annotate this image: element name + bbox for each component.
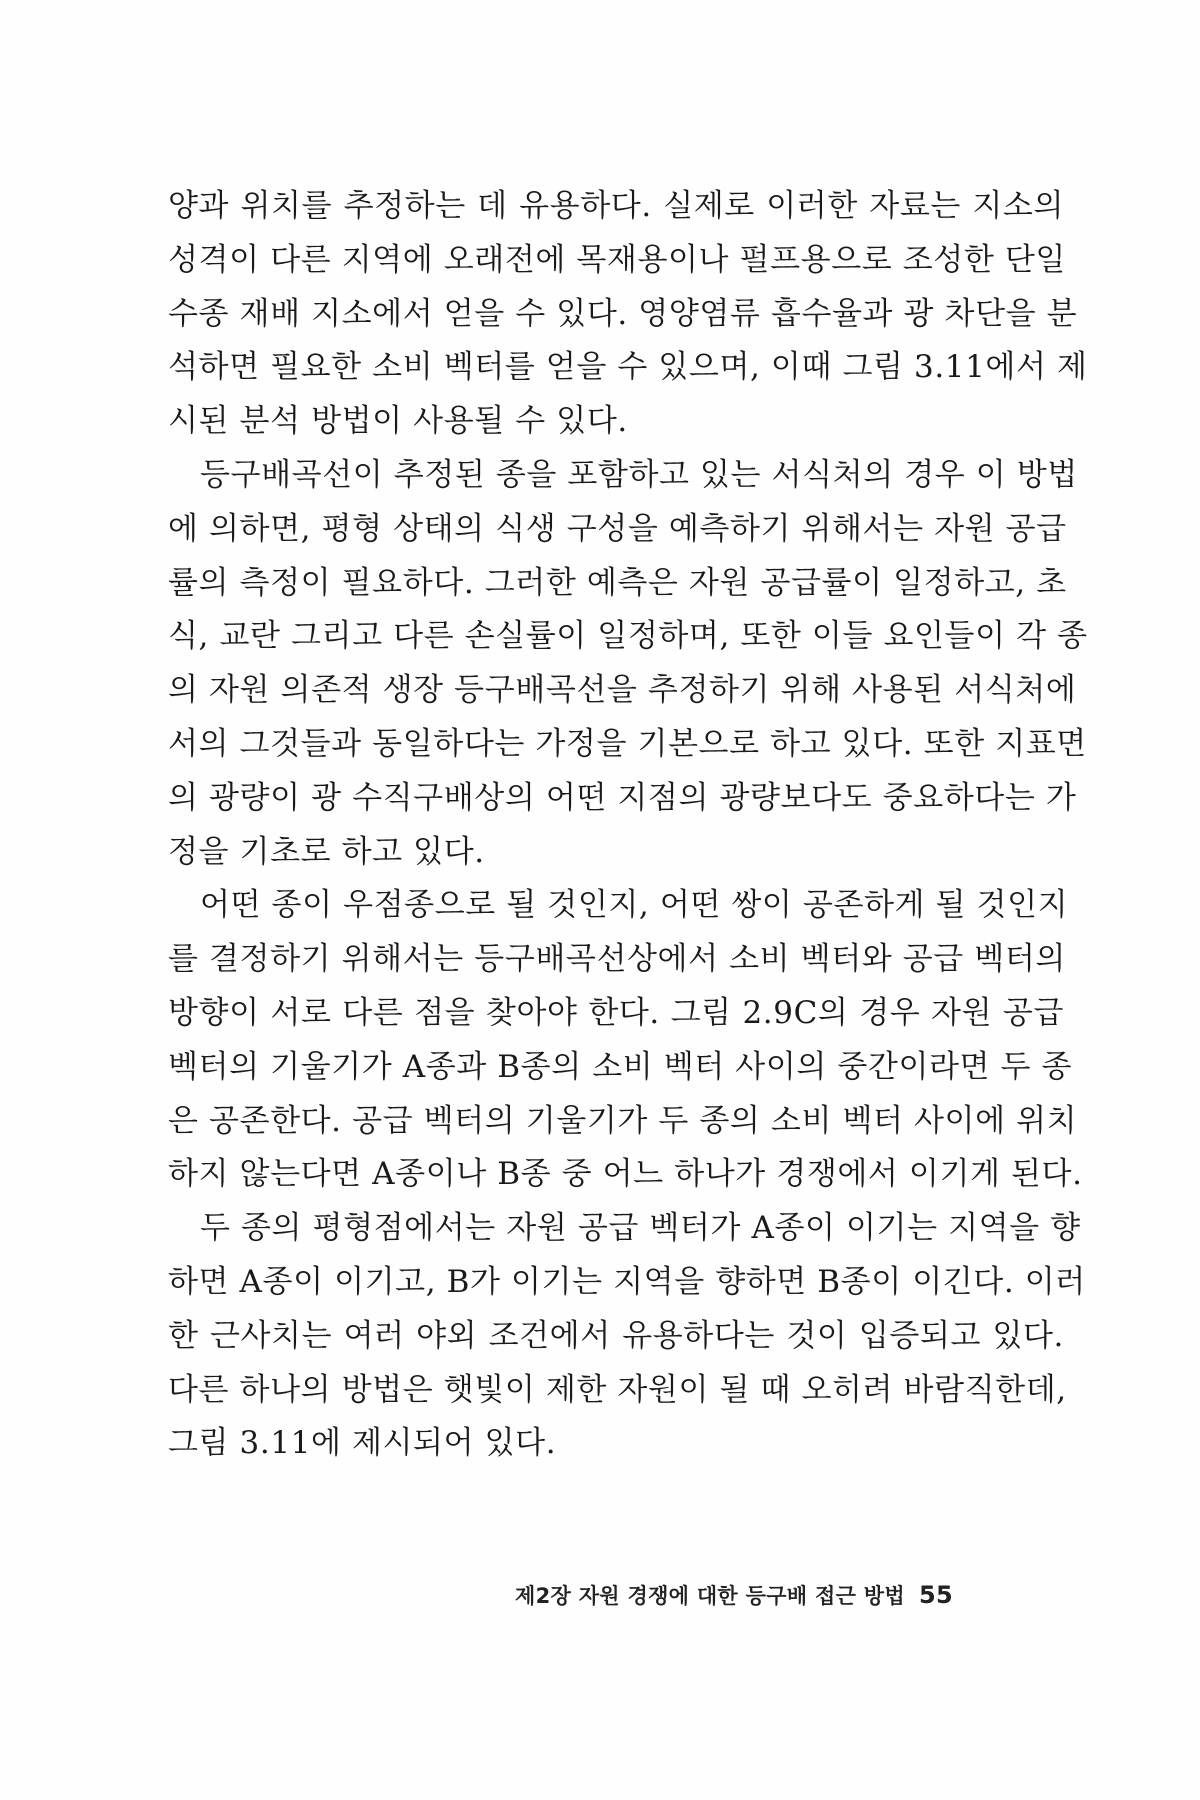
text-line: 방향이 서로 다른 점을 찾아야 한다. 그림 2.9C의 경우 자원 공급	[168, 994, 1064, 1031]
text-line: 벡터의 기울기가 A종과 B종의 소비 벡터 사이의 중간이라면 두 종	[168, 1048, 1073, 1085]
text-line: 석하면 필요한 소비 벡터를 얻을 수 있으며, 이때 그림 3.11에서 제	[168, 349, 1088, 386]
page-footer	[515, 1580, 1035, 1610]
page-number: 55	[918, 1581, 953, 1609]
text-line: 시된 분석 방법이 사용될 수 있다.	[168, 403, 628, 440]
text-line: 정을 기초로 하고 있다.	[168, 833, 485, 870]
running-head: 제2장 자원 경쟁에 대한 등구배 접근 방법	[515, 1584, 905, 1608]
text-line: 두 종의 평형점에서는 자원 공급 벡터가 A종이 이기는 지역을 향	[200, 1210, 1081, 1247]
text-line: 성격이 다른 지역에 오래전에 목재용이나 펄프용으로 조성한 단일	[168, 241, 1066, 278]
text-line: 의 자원 의존적 생장 등구배곡선을 추정하기 위해 사용된 서식처에	[168, 672, 1077, 709]
text-line: 양과 위치를 추정하는 데 유용하다. 실제로 이러한 자료는 지소의	[168, 188, 1064, 224]
text-line: 하면 A종이 이기고, B가 이기는 지역을 향하면 B종이 이긴다. 이러	[168, 1263, 1086, 1300]
text-line: 한 근사치는 여러 야외 조건에서 유용하다는 것이 입증되고 있다.	[168, 1317, 1064, 1354]
text-line: 서의 그것들과 동일하다는 가정을 기본으로 하고 있다. 또한 지표면	[168, 725, 1087, 762]
text-line: 등구배곡선이 추정된 종을 포함하고 있는 서식처의 경우 이 방법	[200, 456, 1078, 493]
text-line: 를 결정하기 위해서는 등구배곡선상에서 소비 벡터와 공급 벡터의	[168, 941, 1066, 978]
text-line: 하지 않는다면 A종이나 B종 중 어느 하나가 경쟁에서 이기게 된다.	[168, 1156, 1083, 1193]
text-line: 에 의하면, 평형 상태의 식생 구성을 예측하기 위해서는 자원 공급	[168, 510, 1067, 547]
text-line: 어떤 종이 우점종으로 될 것인지, 어떤 쌍이 공존하게 될 것인지	[200, 887, 1069, 924]
text-line: 식, 교란 그리고 다른 손실률이 일정하며, 또한 이들 요인들이 각 종	[168, 618, 1088, 655]
text-line: 은 공존한다. 공급 벡터의 기울기가 두 종의 소비 벡터 사이에 위치	[168, 1102, 1078, 1139]
text-line: 다른 하나의 방법은 햇빛이 제한 자원이 될 때 오히려 바람직한데,	[168, 1371, 1067, 1408]
text-line: 그림 3.11에 제시되어 있다.	[168, 1425, 557, 1462]
body-text	[168, 180, 1088, 1471]
text-line: 률의 측정이 필요하다. 그러한 예측은 자원 공급률이 일정하고, 초	[168, 564, 1067, 601]
text-line: 의 광량이 광 수직구배상의 어떤 지점의 광량보다도 중요하다는 가	[168, 779, 1077, 816]
text-line: 수종 재배 지소에서 얻을 수 있다. 영양염류 흡수율과 광 차단을 분	[168, 295, 1078, 332]
